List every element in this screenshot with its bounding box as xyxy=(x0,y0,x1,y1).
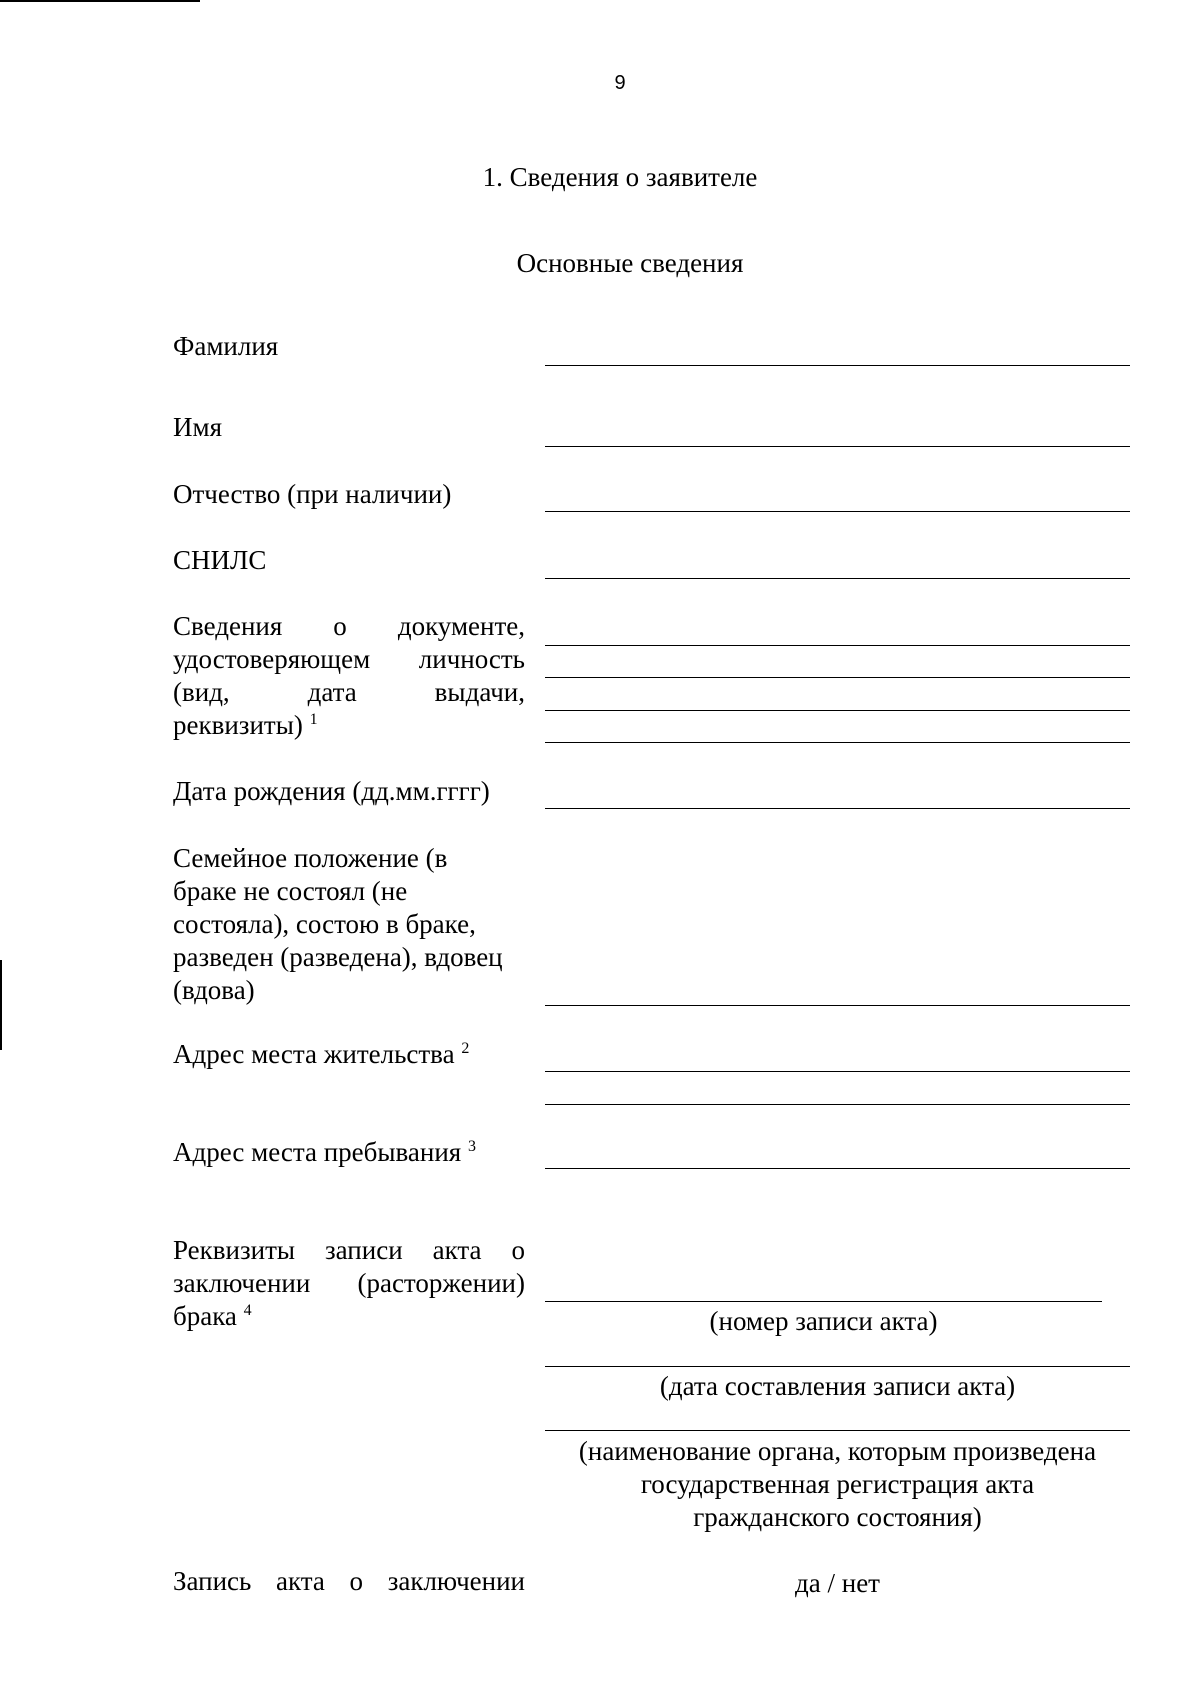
id-document-label-line: (вид, дата выдачи, xyxy=(173,677,525,707)
footnote-2: 2 xyxy=(461,1040,470,1057)
surname-label: Фамилия xyxy=(173,331,279,361)
section-subtitle: Основные сведения xyxy=(516,248,744,278)
marriage-record-label-text: брака xyxy=(173,1301,237,1331)
residence-address-label-text: Адрес места жительства xyxy=(173,1039,455,1069)
stay-address-label xyxy=(173,1136,553,1169)
marital-status-label-line: Семейное положение (в xyxy=(173,843,448,873)
id-document-label-line: Сведения о документе, xyxy=(173,611,525,641)
patronymic-field[interactable] xyxy=(545,511,1130,512)
marriage-record-label-line: заключении (расторжении) xyxy=(173,1268,525,1298)
scan-edge-mark-top xyxy=(0,0,200,2)
marital-status-label-line: (вдова) xyxy=(173,975,255,1005)
marriage-record-date-field[interactable] xyxy=(545,1366,1130,1367)
marriage-record-authority-caption-line: гражданского состояния) xyxy=(693,1502,982,1532)
scan-edge-mark-left xyxy=(0,960,2,1050)
marital-status-label-line: браке не состоял (не xyxy=(173,876,408,906)
stay-address-label-text: Адрес места пребывания xyxy=(173,1137,462,1167)
id-document-field-line-1[interactable] xyxy=(545,645,1130,646)
residence-address-field-line-2[interactable] xyxy=(545,1104,1130,1105)
patronymic-label: Отчество (при наличии) xyxy=(173,479,452,509)
marriage-record-exists-label: Запись акта о заключении xyxy=(173,1566,525,1596)
marriage-record-authority-caption xyxy=(545,1435,1130,1534)
marriage-record-authority-caption-line: государственная регистрация акта xyxy=(640,1469,1035,1499)
marriage-record-number-caption: (номер записи акта) xyxy=(709,1306,938,1336)
marriage-record-authority-caption-line: (наименование органа, которым произведена xyxy=(578,1436,1097,1466)
footnote-1: 1 xyxy=(309,711,318,728)
name-label: Имя xyxy=(173,412,223,442)
id-document-field-line-3[interactable] xyxy=(545,710,1130,711)
residence-address-label xyxy=(173,1038,553,1071)
snils-field[interactable] xyxy=(545,578,1130,579)
page-number: 9 xyxy=(614,72,626,94)
marital-status-label-line: разведен (разведена), вдовец xyxy=(173,942,503,972)
marriage-record-label-line: Реквизиты записи акта о xyxy=(173,1235,525,1265)
stay-address-field[interactable] xyxy=(545,1168,1130,1169)
birth-date-label: Дата рождения (дд.мм.гггг) xyxy=(173,776,490,806)
marital-status-label xyxy=(173,842,533,1007)
marital-status-field[interactable] xyxy=(545,1005,1130,1006)
marriage-record-date-caption: (дата составления записи акта) xyxy=(659,1371,1016,1401)
footnote-4: 4 xyxy=(243,1302,252,1319)
id-document-label-line: удостоверяющем личность xyxy=(173,644,525,674)
id-document-field-line-4[interactable] xyxy=(545,742,1130,743)
residence-address-field-line-1[interactable] xyxy=(545,1071,1130,1072)
surname-field[interactable] xyxy=(545,365,1130,366)
section-title: 1. Сведения о заявителе xyxy=(482,162,758,192)
marriage-record-label-line xyxy=(173,1300,525,1333)
snils-label: СНИЛС xyxy=(173,545,267,575)
birth-date-field[interactable] xyxy=(545,808,1130,809)
marital-status-label-line: состояла), состою в браке, xyxy=(173,909,476,939)
marriage-record-number-field[interactable] xyxy=(545,1301,1102,1302)
id-document-label-text: реквизиты) xyxy=(173,710,303,740)
footnote-3: 3 xyxy=(467,1138,476,1155)
id-document-label-line xyxy=(173,709,525,742)
marriage-record-exists-value[interactable]: да / нет xyxy=(795,1568,880,1598)
marriage-record-label xyxy=(173,1234,525,1333)
id-document-label xyxy=(173,610,525,742)
id-document-field-line-2[interactable] xyxy=(545,677,1130,678)
name-field[interactable] xyxy=(545,446,1130,447)
marriage-record-authority-field[interactable] xyxy=(545,1430,1130,1431)
